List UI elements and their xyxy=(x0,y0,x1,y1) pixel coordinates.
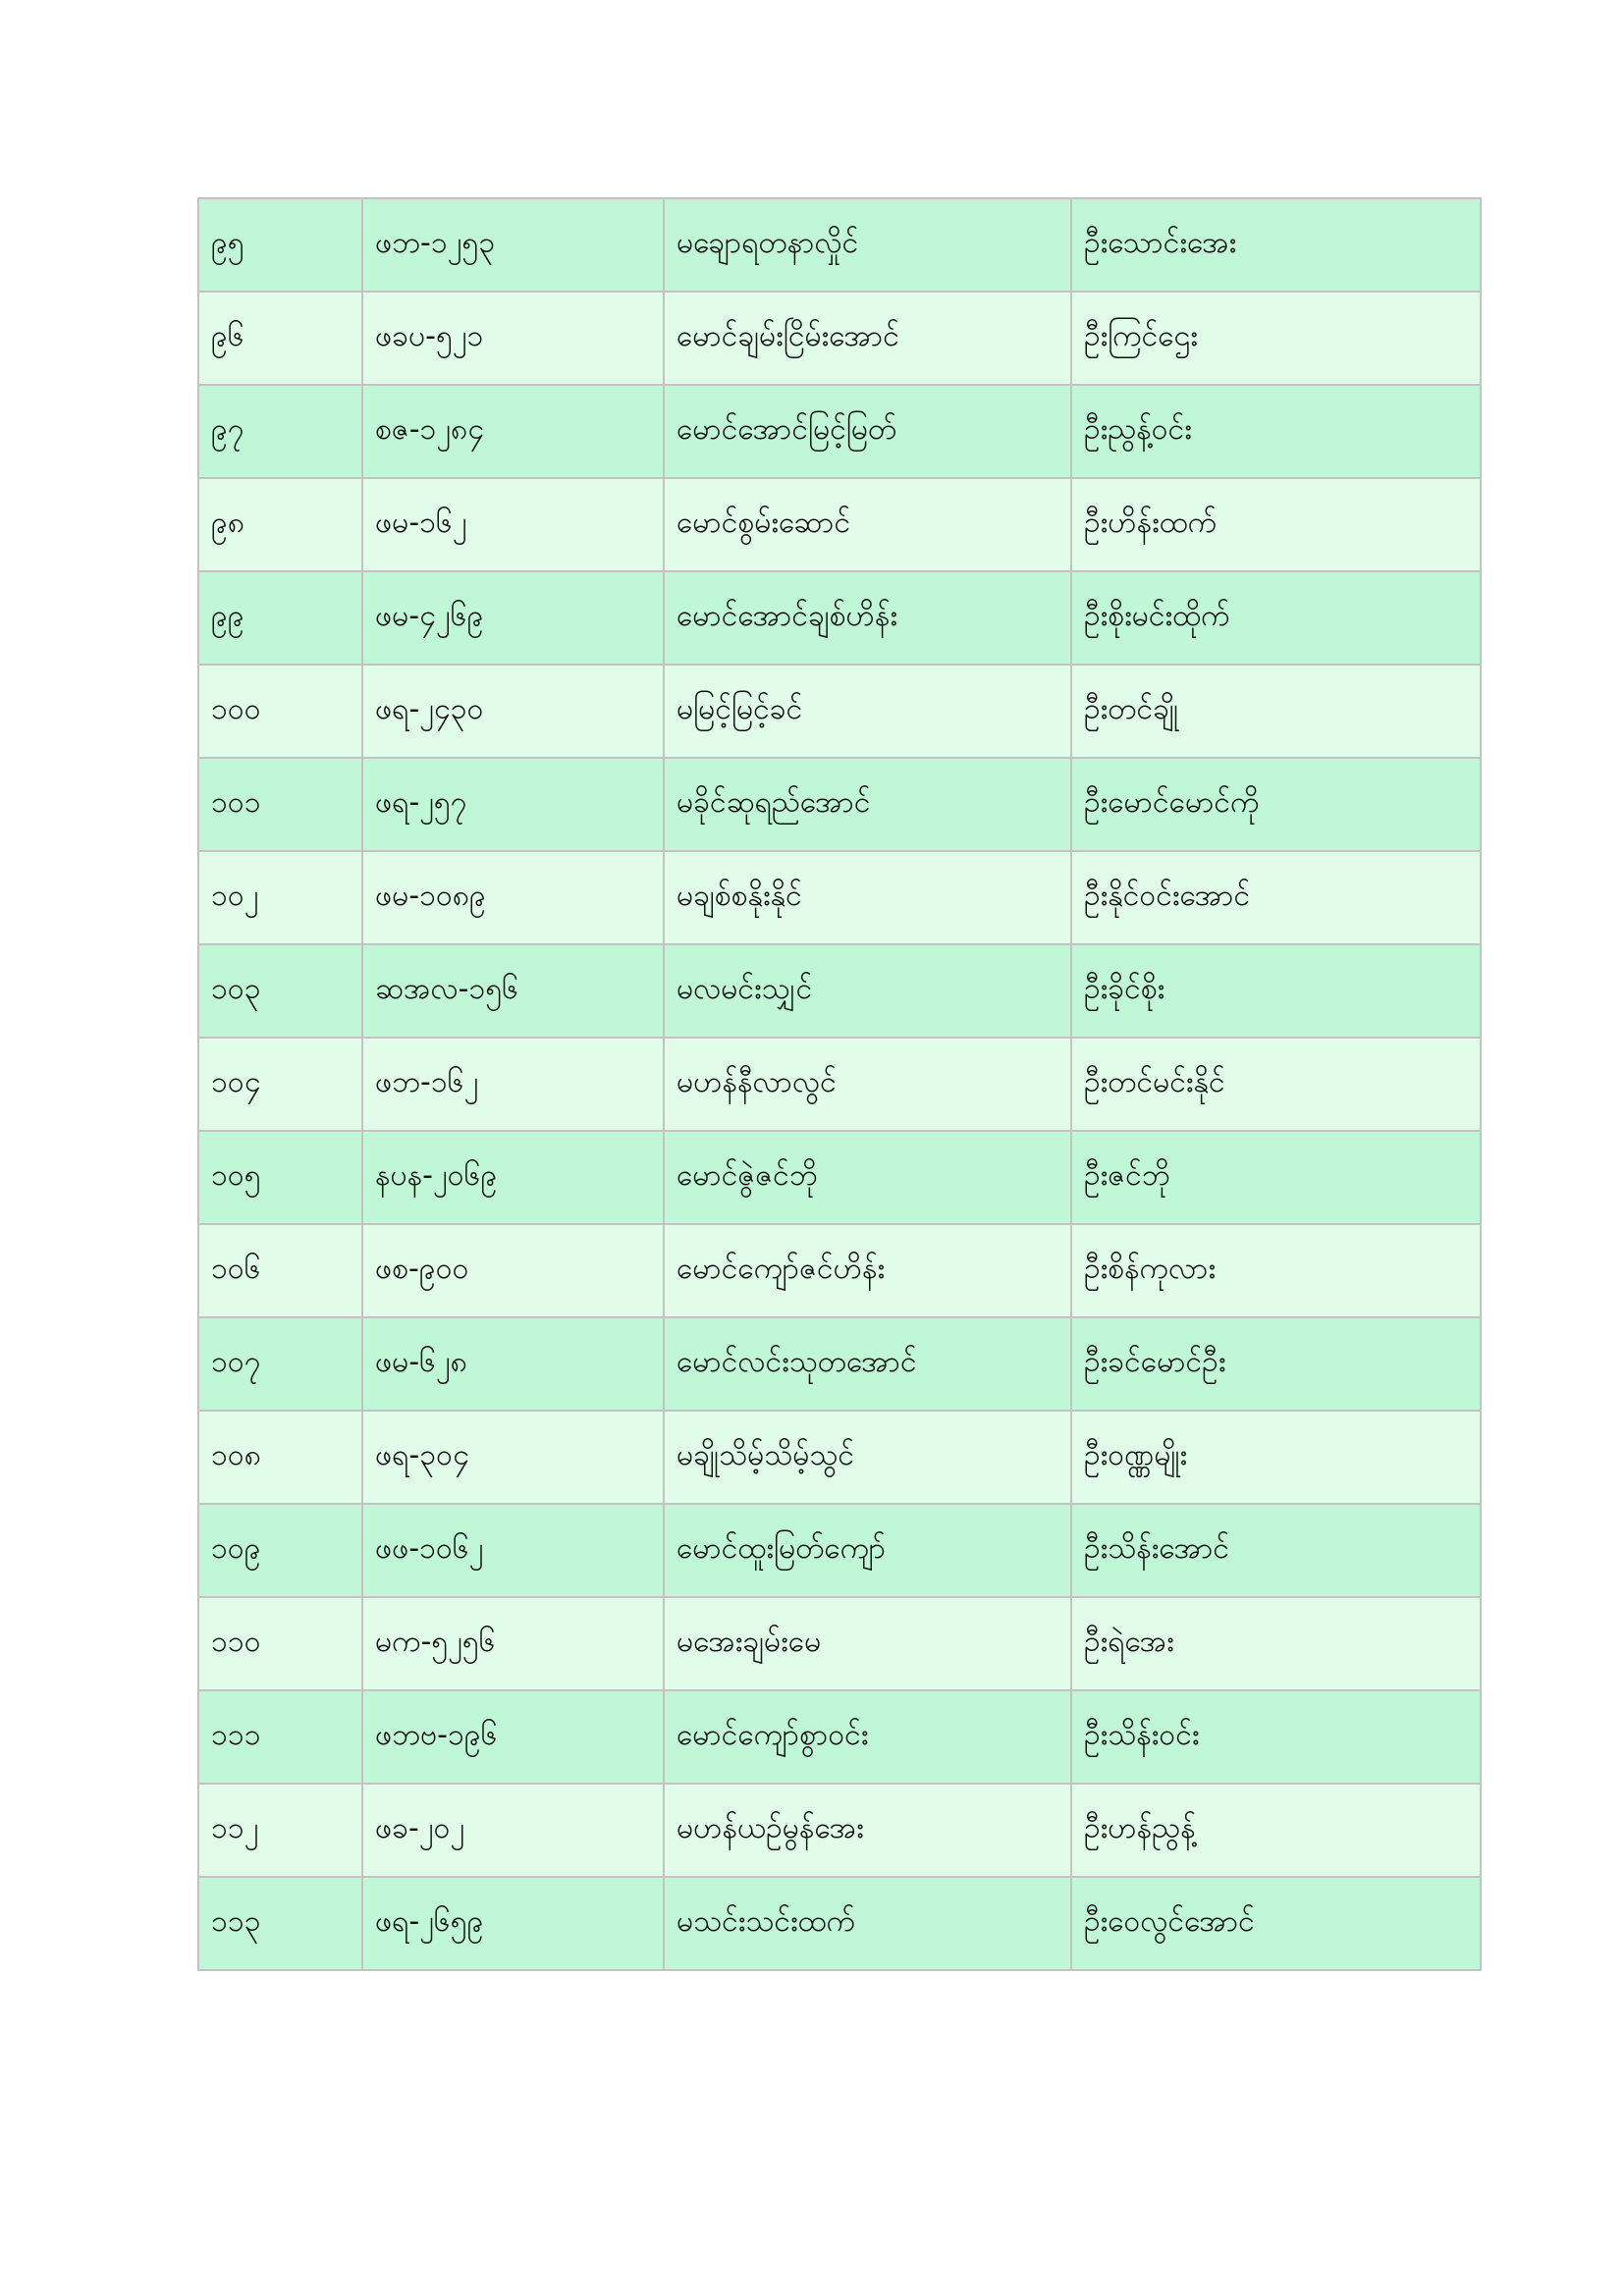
parent-name-cell: ဦးဟိန်းထက် xyxy=(1071,478,1481,571)
table-row xyxy=(198,1784,1481,1877)
row-number-cell: ၁၀၇ xyxy=(198,1317,362,1411)
roll-number-cell: ဖဖ-၁၀၆၂ xyxy=(362,1504,664,1597)
parent-name-cell: ဦးသိန်းအောင် xyxy=(1071,1504,1481,1597)
roll-number-cell: ဖဘဗ-၁၉၆ xyxy=(362,1690,664,1784)
row-number-cell: ၁၁၂ xyxy=(198,1784,362,1877)
roll-number-cell: ဖခ-၂၀၂ xyxy=(362,1784,664,1877)
table-row xyxy=(198,1317,1481,1411)
table-row xyxy=(198,1224,1481,1317)
student-name-cell: မောင်အောင်ချစ်ဟိန်း xyxy=(664,571,1071,665)
student-name-cell: မောင်အောင်မြင့်မြတ် xyxy=(664,385,1071,478)
student-name-cell: မောင်ကျော်ဇင်ဟိန်း xyxy=(664,1224,1071,1317)
table-row xyxy=(198,385,1481,478)
table-row xyxy=(198,571,1481,665)
parent-name-cell: ဦးတင်ချို xyxy=(1071,665,1481,758)
parent-name-cell: ဦးသောင်းအေး xyxy=(1071,198,1481,292)
row-number-cell: ၁၀၂ xyxy=(198,851,362,944)
table-row xyxy=(198,1038,1481,1131)
table-body xyxy=(198,198,1481,1970)
student-name-cell: မလမင်းသျှင် xyxy=(664,944,1071,1038)
student-name-cell: မောင်လင်းသုတအောင် xyxy=(664,1317,1071,1411)
student-name-cell: မချောရတနာလှိုင် xyxy=(664,198,1071,292)
parent-name-cell: ဦးဝဏ္ဏမျိုး xyxy=(1071,1411,1481,1504)
row-number-cell: ၉၆ xyxy=(198,292,362,385)
student-name-cell: မောင်ကျော်စွာဝင်း xyxy=(664,1690,1071,1784)
parent-name-cell: ဦးစိန်ကုလား xyxy=(1071,1224,1481,1317)
table-row xyxy=(198,292,1481,385)
student-name-cell: မဟန်ယဉ်မွန်အေး xyxy=(664,1784,1071,1877)
parent-name-cell: ဦးဝေလွင်အောင် xyxy=(1071,1877,1481,1970)
row-number-cell: ၁၁၃ xyxy=(198,1877,362,1970)
parent-name-cell: ဦးဇင်ဘို xyxy=(1071,1131,1481,1224)
parent-name-cell: ဦးဟန်ညွန့် xyxy=(1071,1784,1481,1877)
roll-number-cell: ဖဘ-၁၂၅၃ xyxy=(362,198,664,292)
roll-number-cell: ဖမ-၄၂၆၉ xyxy=(362,571,664,665)
row-number-cell: ၁၁၁ xyxy=(198,1690,362,1784)
student-name-cell: မမြင့်မြင့်ခင် xyxy=(664,665,1071,758)
table-row xyxy=(198,944,1481,1038)
table-row xyxy=(198,1411,1481,1504)
table-row xyxy=(198,478,1481,571)
row-number-cell: ၁၀၅ xyxy=(198,1131,362,1224)
parent-name-cell: ဦးခင်မောင်ဦး xyxy=(1071,1317,1481,1411)
student-name-cell: မသင်းသင်းထက် xyxy=(664,1877,1071,1970)
row-number-cell: ၁၀၃ xyxy=(198,944,362,1038)
row-number-cell: ၁၀၈ xyxy=(198,1411,362,1504)
roll-number-cell: ဖရ-၂၆၅၉ xyxy=(362,1877,664,1970)
parent-name-cell: ဦးနိုင်ဝင်းအောင် xyxy=(1071,851,1481,944)
roll-number-cell: စဇ-၁၂၈၄ xyxy=(362,385,664,478)
student-name-cell: မောင်ထူးမြတ်ကျော် xyxy=(664,1504,1071,1597)
roll-number-cell: ဖမ-၆၂၈ xyxy=(362,1317,664,1411)
roll-number-cell: ဆအလ-၁၅၆ xyxy=(362,944,664,1038)
table-row xyxy=(198,1131,1481,1224)
student-name-cell: မချစ်စနိုးနိုင် xyxy=(664,851,1071,944)
parent-name-cell: ဦးညွန့်ဝင်း xyxy=(1071,385,1481,478)
student-name-cell: မောင်ဇွဲဇင်ဘို xyxy=(664,1131,1071,1224)
row-number-cell: ၁၁၀ xyxy=(198,1597,362,1690)
student-table xyxy=(197,197,1482,1971)
row-number-cell: ၉၅ xyxy=(198,198,362,292)
roll-number-cell: ဖရ-၂၄၃၀ xyxy=(362,665,664,758)
parent-name-cell: ဦးသိန်းဝင်း xyxy=(1071,1690,1481,1784)
table-row xyxy=(198,758,1481,851)
table-row xyxy=(198,1597,1481,1690)
row-number-cell: ၉၈ xyxy=(198,478,362,571)
table-row xyxy=(198,1690,1481,1784)
row-number-cell: ၁၀၁ xyxy=(198,758,362,851)
roll-number-cell: ဖခပ-၅၂၁ xyxy=(362,292,664,385)
roll-number-cell: ဖစ-၉၀၀ xyxy=(362,1224,664,1317)
roll-number-cell: ဖမ-၁၀၈၉ xyxy=(362,851,664,944)
roll-number-cell: နပန-၂၀၆၉ xyxy=(362,1131,664,1224)
student-name-cell: မောင်စွမ်းဆောင် xyxy=(664,478,1071,571)
roll-number-cell: ဖဘ-၁၆၂ xyxy=(362,1038,664,1131)
parent-name-cell: ဦးမောင်မောင်ကို xyxy=(1071,758,1481,851)
parent-name-cell: ဦးရဲအေး xyxy=(1071,1597,1481,1690)
row-number-cell: ၁၀၀ xyxy=(198,665,362,758)
row-number-cell: ၁၀၆ xyxy=(198,1224,362,1317)
parent-name-cell: ဦးတင်မင်းနိုင် xyxy=(1071,1038,1481,1131)
table-row xyxy=(198,198,1481,292)
student-name-cell: မအေးချမ်းမေ xyxy=(664,1597,1071,1690)
roll-number-cell: မက-၅၂၅၆ xyxy=(362,1597,664,1690)
table-row xyxy=(198,851,1481,944)
row-number-cell: ၉၉ xyxy=(198,571,362,665)
student-name-cell: မောင်ချမ်းငြိမ်းအောင် xyxy=(664,292,1071,385)
row-number-cell: ၁၀၄ xyxy=(198,1038,362,1131)
student-name-cell: မချိုသိမ့်သိမ့်သွင် xyxy=(664,1411,1071,1504)
parent-name-cell: ဦးခိုင်စိုး xyxy=(1071,944,1481,1038)
roll-number-cell: ဖရ-၃၀၄ xyxy=(362,1411,664,1504)
table-row xyxy=(198,1877,1481,1970)
roll-number-cell: ဖရ-၂၅၇ xyxy=(362,758,664,851)
student-name-cell: မခိုင်ဆုရည်အောင် xyxy=(664,758,1071,851)
parent-name-cell: ဦးကြင်ဌေး xyxy=(1071,292,1481,385)
table-row xyxy=(198,665,1481,758)
row-number-cell: ၉၇ xyxy=(198,385,362,478)
table-row xyxy=(198,1504,1481,1597)
student-name-cell: မဟန်နီလာလွင် xyxy=(664,1038,1071,1131)
parent-name-cell: ဦးစိုးမင်းထိုက် xyxy=(1071,571,1481,665)
roll-number-cell: ဖမ-၁၆၂ xyxy=(362,478,664,571)
row-number-cell: ၁၀၉ xyxy=(198,1504,362,1597)
